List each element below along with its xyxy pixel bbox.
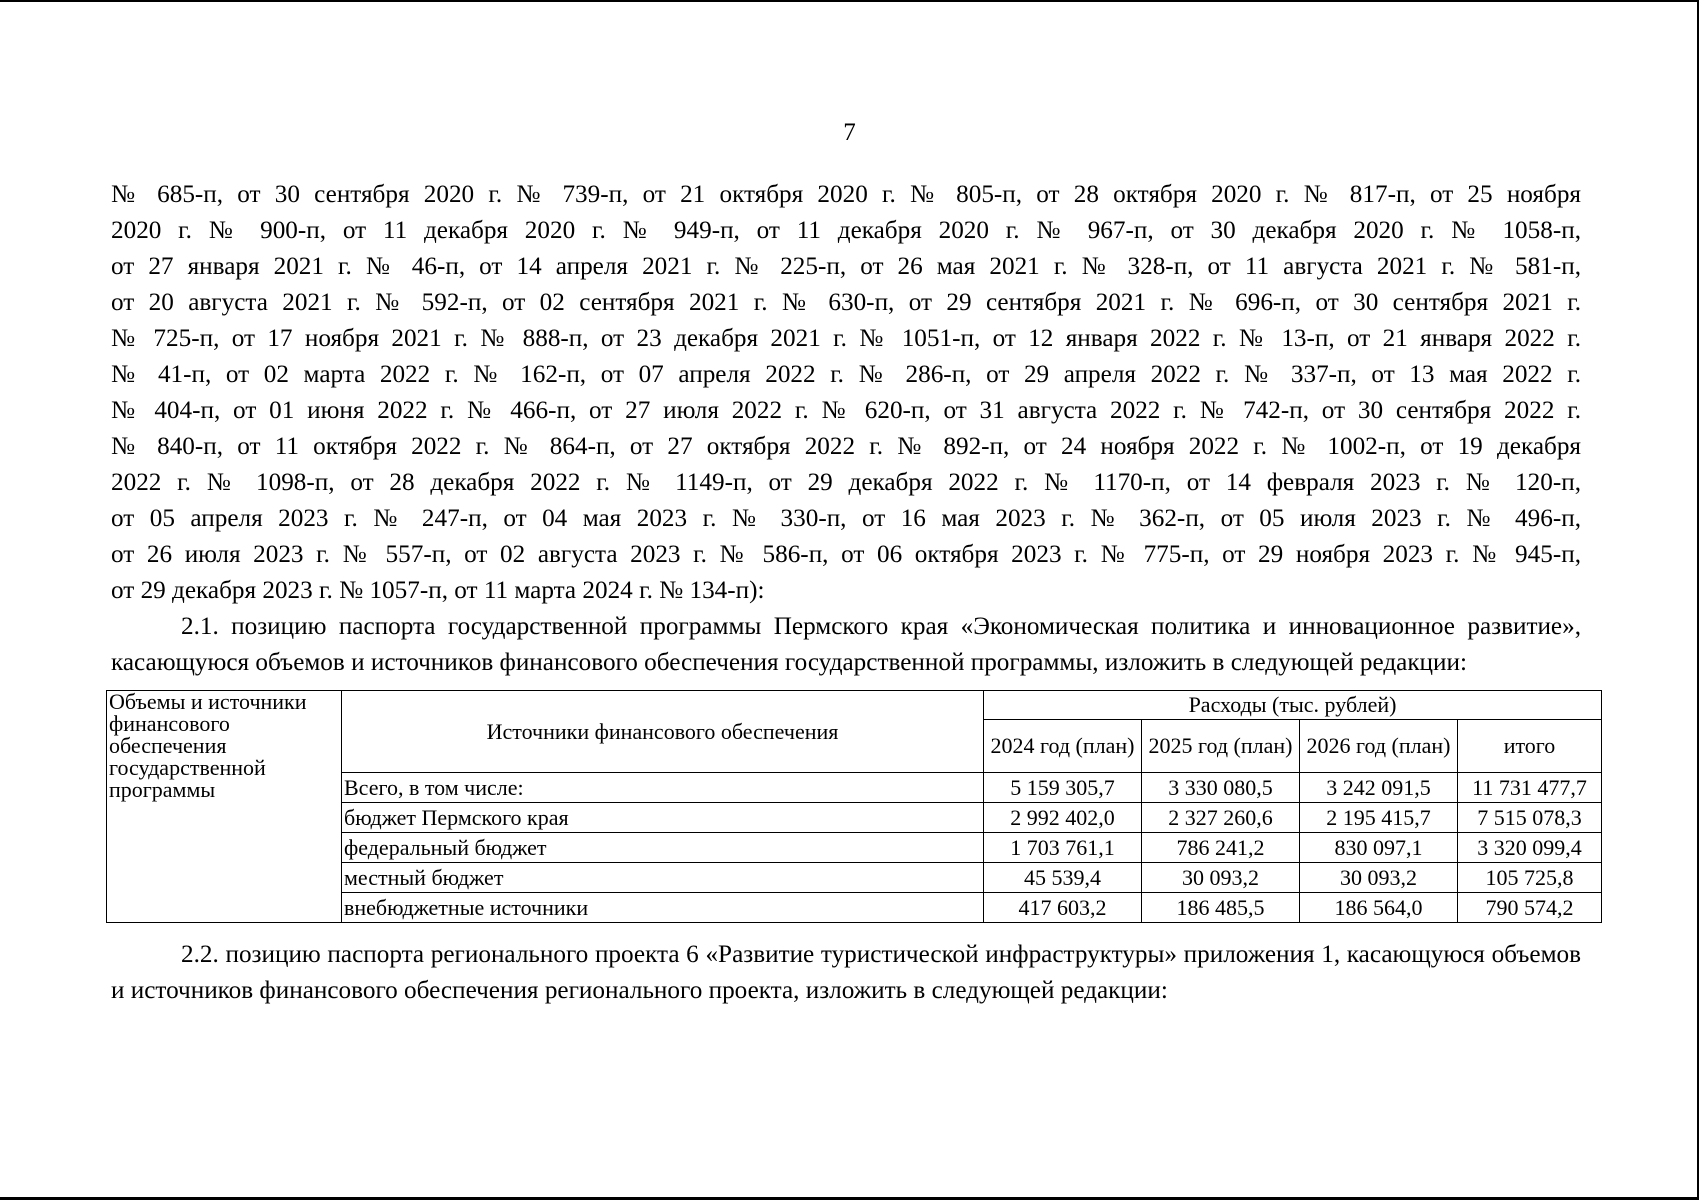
value-cell: 830 097,1 <box>1300 833 1458 863</box>
paragraph-2-1: 2.1. позицию паспорта государственной программы Пермского края «Экономическая политика и инновационное развитие», касающуюся объемов и источников финансового обеспечения государственной программы, изложить в следующей редакции: <box>111 613 1581 676</box>
value-cell: 3 320 099,4 <box>1458 833 1602 863</box>
value-cell: 2 327 260,6 <box>1142 803 1300 833</box>
value-cell: 2 195 415,7 <box>1300 803 1458 833</box>
source-cell: федеральный бюджет <box>342 833 984 863</box>
value-cell: 3 330 080,5 <box>1142 773 1300 803</box>
value-cell: 2 992 402,0 <box>984 803 1142 833</box>
intro-line: от 27 января 2021 г. № 46-п, от 14 апреля 2021 г. № 225-п, от 26 мая 2021 г. № 328-п, от 11 августа 2021 г. № 581-п, <box>111 253 1581 280</box>
intro-line: № 404-п, от 01 июня 2022 г. № 466-п, от 27 июля 2022 г. № 620-п, от 31 августа 2022 г. № 742-п, от 30 сентября 2022 г. <box>111 397 1581 424</box>
scan-edge-top <box>0 0 1699 2</box>
intro-line: 2020 г. № 900-п, от 11 декабря 2020 г. № 949-п, от 11 декабря 2020 г. № 967-п, от 30 декабря 2020 г. № 1058-п, <box>111 217 1581 244</box>
intro-line: от 29 декабря 2023 г. № 1057-п, от 11 марта 2024 г. № 134-п): <box>111 577 765 604</box>
value-cell: 3 242 091,5 <box>1300 773 1458 803</box>
document-body <box>109 177 1587 1009</box>
intro-line: от 05 апреля 2023 г. № 247-п, от 04 мая 2023 г. № 330-п, от 16 мая 2023 г. № 362-п, от 05 июля 2023 г. № 496-п, <box>111 505 1581 532</box>
intro-line: № 685-п, от 30 сентября 2020 г. № 739-п, от 21 октября 2020 г. № 805-п, от 28 октября 2020 г. № 817-п, от 25 ноября <box>111 181 1581 208</box>
intro-line: № 840-п, от 11 октября 2022 г. № 864-п, от 27 октября 2022 г. № 892-п, от 24 ноября 2022 г. № 1002-п, от 19 декабря <box>111 433 1581 460</box>
year-header-2024: 2024 год (план) <box>984 720 1142 773</box>
row-header-cell: Объемы и источники финансового обеспечения государственной программы <box>107 691 342 923</box>
expenses-header: Расходы (тыс. рублей) <box>984 691 1602 720</box>
value-cell: 786 241,2 <box>1142 833 1300 863</box>
source-cell: бюджет Пермского края <box>342 803 984 833</box>
page-number: 7 <box>843 119 856 146</box>
intro-paragraph <box>111 177 1581 609</box>
value-cell: 30 093,2 <box>1300 863 1458 893</box>
value-cell: 790 574,2 <box>1458 893 1602 923</box>
value-cell: 1 703 761,1 <box>984 833 1142 863</box>
source-cell: внебюджетные источники <box>342 893 984 923</box>
value-cell: 45 539,4 <box>984 863 1142 893</box>
intro-line: № 41-п, от 02 марта 2022 г. № 162-п, от 07 апреля 2022 г. № 286-п, от 29 апреля 2022 г. № 337-п, от 13 мая 2022 г. <box>111 361 1581 388</box>
year-header-2026: 2026 год (план) <box>1300 720 1458 773</box>
value-cell: 5 159 305,7 <box>984 773 1142 803</box>
sources-header: Источники финансового обеспечения <box>342 691 984 773</box>
value-cell: 186 485,5 <box>1142 893 1300 923</box>
intro-line: от 20 августа 2021 г. № 592-п, от 02 сентября 2021 г. № 630-п, от 29 сентября 2021 г. № 696-п, от 30 сентября 2021 г. <box>111 289 1581 316</box>
financing-table <box>106 690 1602 923</box>
value-cell: 105 725,8 <box>1458 863 1602 893</box>
value-cell: 30 093,2 <box>1142 863 1300 893</box>
total-header: итого <box>1458 720 1602 773</box>
paragraph-2-2: 2.2. позицию паспорта регионального проекта 6 «Развитие туристической инфраструктуры» приложения 1, касающуюся объемов и источников финансового обеспечения регионального проекта, изложить в следующей редакции: <box>111 941 1581 1004</box>
year-header-2025: 2025 год (план) <box>1142 720 1300 773</box>
intro-line: 2022 г. № 1098-п, от 28 декабря 2022 г. № 1149-п, от 29 декабря 2022 г. № 1170-п, от 14 февраля 2023 г. № 120-п, <box>111 469 1581 496</box>
value-cell: 417 603,2 <box>984 893 1142 923</box>
intro-line: от 26 июля 2023 г. № 557-п, от 02 августа 2023 г. № 586-п, от 06 октября 2023 г. № 775-п, от 29 ноября 2023 г. № 945-п, <box>111 541 1581 568</box>
source-cell: Всего, в том числе: <box>342 773 984 803</box>
value-cell: 186 564,0 <box>1300 893 1458 923</box>
intro-line: № 725-п, от 17 ноября 2021 г. № 888-п, от 23 декабря 2021 г. № 1051-п, от 12 января 2022 г. № 13-п, от 21 января 2022 г. <box>111 325 1581 352</box>
value-cell: 11 731 477,7 <box>1458 773 1602 803</box>
value-cell: 7 515 078,3 <box>1458 803 1602 833</box>
source-cell: местный бюджет <box>342 863 984 893</box>
